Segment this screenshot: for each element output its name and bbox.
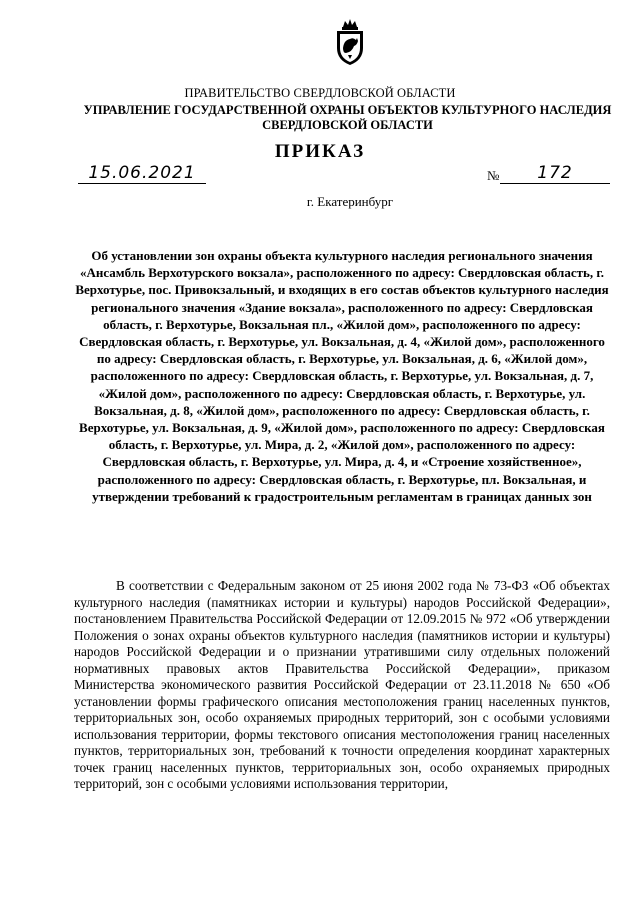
- document-number: 172: [500, 163, 610, 184]
- number-label: №: [487, 168, 500, 183]
- document-title: Об установлении зон охраны объекта культурного наследия регионального значения «Ансамбль Верхотурского вокзала», расположенного по адресу: Свердловская область, г. Верхотурье, пос. Привокзальный, и входящих в его состав объектов культурного наследия регионального значения «Здание вокзала», расположенного по адресу: Свердловская область, г. Верхотурье, Вокзальная пл., «Жилой дом», расположенного по адресу: Свердловская область, г. Верхотурье, ул. Вокзальная, д. 4, «Жилой дом», расположенного по адресу: Свердловская область, г. Верхотурье, ул. Вокзальная, д. 6, «Жилой дом», расположенного по адресу: Свердловская область, г. Верхотурье, ул. Вокзальная, д. 7, «Жилой дом», расположенного по адресу: Свердловская область, г. Верхотурье, ул. Вокзальная, д. 8, «Жилой дом», расположенного по адресу: Свердловская область, г. Верхотурье, ул. Вокзальная, д. 9, «Жилой дом», расположенного по адресу: Свердловская область, г. Верхотурье, ул. Мира, д. 2, «Жилой дом», расположенного по адресу: Свердловская область, г. Верхотурье, ул. Мира, д. 4, и «Строение хозяйственное», расположенного по адресу: Свердловская область, г. Верхотурье, пл. Вокзальная, и утверждении требований к градостроительным регламентам в границах данных зон: [75, 248, 609, 504]
- city: г. Екатеринбург: [306, 194, 394, 209]
- government-name: ПРАВИТЕЛЬСТВО СВЕРДЛОВСКОЙ ОБЛАСТИ: [184, 86, 456, 100]
- document-type: ПРИКАЗ: [274, 141, 366, 162]
- body-paragraph: В соответствии с Федеральным законом от 25 июня 2002 года № 73-ФЗ «Об объектах культурного наследия (памятниках истории и культуры) народов Российской Федерации», постановлением Правительства Российской Федерации от 12.09.2015 № 972 «Об утверждении Положения о зонах охраны объектов культурного наследия (памятников истории и культуры) народов Российской Федерации и о признании утратившими силу отдельных положений нормативных правовых актов Правительства Российской Федерации», приказом Министерства экономического развития Российской Федерации от 23.11.2018 № 650 «Об установлении формы графического описания местоположения границ населенных пунктов, территориальных зон, особо охраняемых природных территорий, зон с особыми условиями использования территории, формы текстового описания местоположения границ населенных пунктов, территориальных зон, требований к точности определения координат характерных точек границ населенных пунктов, территориальных зон, особо охраняемых природных территорий, зон с особыми условиями использования территории,: [74, 578, 610, 791]
- document-date: 15.06.2021: [78, 163, 206, 184]
- department-name: УПРАВЛЕНИЕ ГОСУДАРСТВЕННОЙ ОХРАНЫ ОБЪЕКТОВ КУЛЬТУРНОГО НАСЛЕДИЯ СВЕРДЛОВСКОЙ ОБЛАСТИ: [83, 103, 612, 132]
- coat-of-arms-icon: [330, 18, 370, 66]
